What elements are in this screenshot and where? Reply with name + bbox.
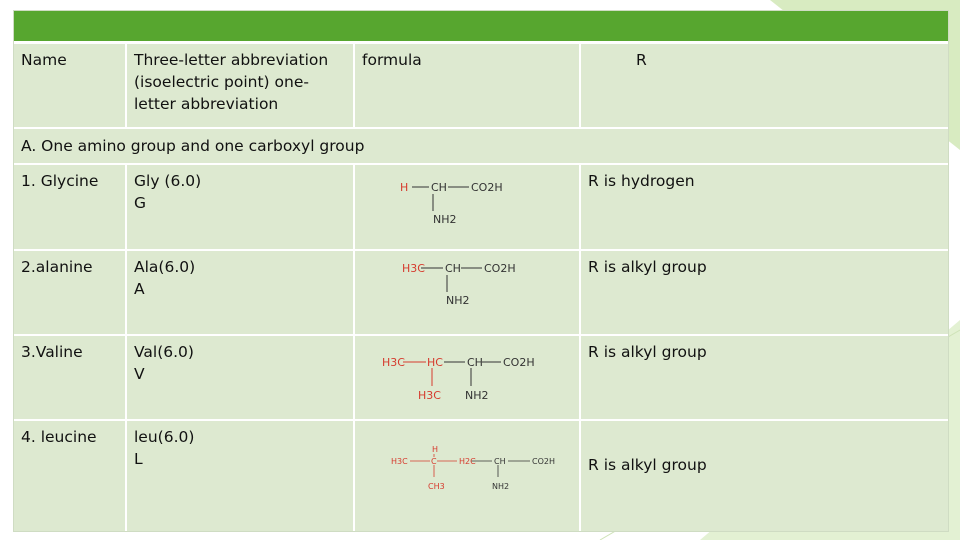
row-r: R is alkyl group — [581, 336, 948, 421]
header-formula: formula — [355, 44, 581, 129]
structural-formula — [355, 251, 579, 334]
atom-below: NH2 — [446, 294, 470, 307]
one-letter-abbr: G — [134, 194, 147, 212]
structural-formula — [355, 165, 579, 249]
structural-formula — [355, 421, 579, 531]
atom-left: H3C — [402, 262, 425, 275]
row-abbreviation — [127, 421, 355, 531]
header-r: R — [581, 44, 948, 129]
atom-center: CH — [467, 356, 483, 369]
atom-below: NH2 — [465, 389, 489, 402]
formula-alanine — [355, 251, 581, 336]
one-letter-abbr: L — [134, 450, 143, 468]
atom-branch-below: H3C — [418, 389, 441, 402]
atom-top: H — [432, 445, 439, 454]
row-r: R is hydrogen — [581, 165, 948, 251]
row-name: 3.Valine — [14, 336, 127, 421]
row-name: 1. Glycine — [14, 165, 127, 251]
atom-below: NH2 — [433, 213, 457, 226]
atom-center: CH — [445, 262, 461, 275]
section-heading: A. One amino group and one carboxyl group — [14, 129, 948, 165]
atom-center: CH — [494, 457, 506, 466]
atom-branch: HC — [427, 356, 443, 369]
atom-right: CO2H — [532, 457, 555, 466]
formula-leucine — [355, 421, 581, 531]
atom-branch: C — [431, 457, 437, 466]
atom-left: H3C — [391, 457, 408, 466]
header-bar — [14, 11, 948, 44]
header-name: Name — [14, 44, 127, 129]
formula-valine — [355, 336, 581, 421]
one-letter-abbr: V — [134, 365, 145, 383]
three-letter-abbr: Gly (6.0) — [134, 172, 202, 190]
row-abbreviation — [127, 251, 355, 336]
atom-ch2: H2C — [459, 457, 476, 466]
row-name: 2.alanine — [14, 251, 127, 336]
three-letter-abbr: Val(6.0) — [134, 343, 194, 361]
one-letter-abbr: A — [134, 280, 145, 298]
header-abbreviation: Three-letter abbreviation (isoelectric point) one-letter abbreviation — [127, 44, 355, 129]
atom-right: CO2H — [471, 181, 503, 194]
amino-acid-table — [13, 10, 949, 532]
atom-left: H3C — [382, 356, 405, 369]
row-abbreviation — [127, 165, 355, 251]
formula-glycine — [355, 165, 581, 251]
structural-formula — [355, 336, 579, 419]
atom-left: H — [400, 181, 409, 194]
row-abbreviation — [127, 336, 355, 421]
atom-right: CO2H — [484, 262, 516, 275]
row-r: R is alkyl group — [581, 251, 948, 336]
atom-center: CH — [431, 181, 447, 194]
atom-below: NH2 — [492, 482, 510, 491]
row-name: 4. leucine — [14, 421, 127, 531]
three-letter-abbr: Ala(6.0) — [134, 258, 196, 276]
row-r: R is alkyl group — [581, 421, 948, 531]
atom-branch-below: CH3 — [428, 482, 445, 491]
three-letter-abbr: leu(6.0) — [134, 428, 195, 446]
atom-right: CO2H — [503, 356, 535, 369]
